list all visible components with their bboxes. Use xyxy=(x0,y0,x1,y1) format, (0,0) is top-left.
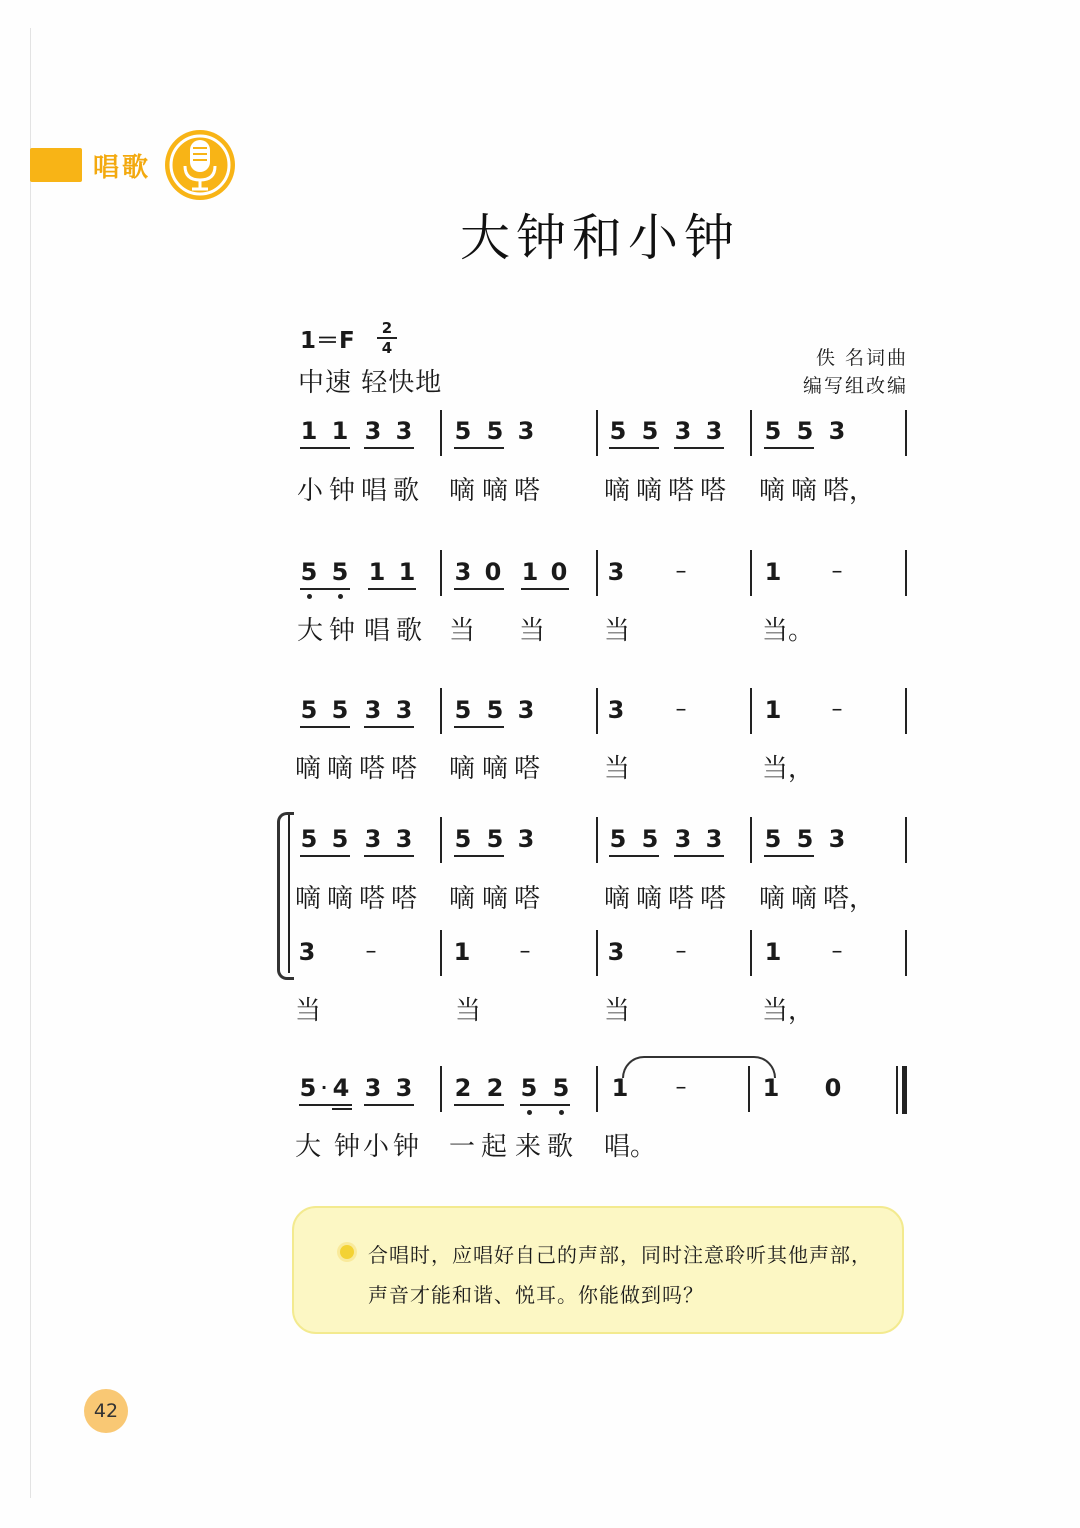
lyric-char: 嘀 xyxy=(482,884,509,914)
note: 1 xyxy=(368,558,386,586)
note: 3 xyxy=(364,417,382,445)
lyric-char: 歌 xyxy=(393,476,420,506)
lyric-char: 当， xyxy=(762,754,815,784)
note: 1 xyxy=(521,558,539,586)
tip-text-line-1: 合唱时，应唱好自己的声部，同时注意聆听其他声部， xyxy=(368,1243,872,1267)
note: 3 xyxy=(828,417,846,445)
eighth-beam xyxy=(764,447,814,449)
lyric-char: 嘀 xyxy=(636,884,663,914)
lyric-char: 嘀 xyxy=(449,884,476,914)
lyric-char: 嘀 xyxy=(327,884,354,914)
eighth-beam xyxy=(609,855,659,857)
note: 3 xyxy=(364,825,382,853)
note: 5 xyxy=(520,1074,538,1102)
bar-line xyxy=(440,1066,442,1112)
final-bar-line xyxy=(902,1066,907,1114)
lyric-char: 一 xyxy=(449,1132,476,1162)
note: 5 xyxy=(764,417,782,445)
tip-text-line-2: 声音才能和谐、悦耳。你能做到吗？ xyxy=(368,1283,704,1307)
note: 3 xyxy=(395,1074,413,1102)
bar-line xyxy=(905,817,907,863)
lyric-char: 嗒 xyxy=(391,884,418,914)
eighth-beam xyxy=(521,588,569,590)
lyric-char: 歌 xyxy=(547,1132,574,1162)
lyric-char: 小 xyxy=(297,476,324,506)
eighth-beam xyxy=(364,1104,414,1106)
eighth-beam xyxy=(300,588,350,590)
note: 3 xyxy=(517,696,535,724)
eighth-beam xyxy=(368,588,416,590)
lyric-char: 嗒 xyxy=(668,884,695,914)
eighth-beam xyxy=(674,855,724,857)
note: 5 xyxy=(486,696,504,724)
bar-line xyxy=(596,817,598,863)
note: 5 xyxy=(641,825,659,853)
extension-dash: – xyxy=(675,559,687,584)
note: 3 xyxy=(674,825,692,853)
system-line xyxy=(288,815,290,973)
eighth-beam xyxy=(364,855,414,857)
lyric-char: 歌 xyxy=(396,616,423,646)
tempo-marking: 中速 轻快地 xyxy=(298,368,443,398)
low-octave-dot xyxy=(307,594,312,599)
note: 1 xyxy=(762,1074,780,1102)
note: 5 xyxy=(331,696,349,724)
microphone-icon xyxy=(163,128,237,202)
bar-line xyxy=(750,550,752,596)
lyric-char: 嘀 xyxy=(449,754,476,784)
eighth-beam xyxy=(454,588,504,590)
extension-dash: – xyxy=(365,939,377,964)
note: 3 xyxy=(705,417,723,445)
note: 3 xyxy=(395,825,413,853)
eighth-beam xyxy=(454,855,504,857)
bar-line xyxy=(440,550,442,596)
lyric-char: 嘀 xyxy=(482,754,509,784)
note: 3 xyxy=(517,825,535,853)
note: 5 xyxy=(609,825,627,853)
note: 5 xyxy=(331,558,349,586)
bar-line xyxy=(596,688,598,734)
eighth-beam xyxy=(300,855,350,857)
note: 1 xyxy=(331,417,349,445)
note: 3 xyxy=(364,1074,382,1102)
lyric-char: 嘀 xyxy=(295,884,322,914)
eighth-beam xyxy=(454,447,504,449)
eighth-beam xyxy=(300,447,350,449)
lyric-char: 当 xyxy=(295,996,322,1026)
note: 3 xyxy=(395,696,413,724)
lyric-char: 当， xyxy=(762,996,815,1026)
lyric-char: 来 xyxy=(515,1132,542,1162)
lyric-char: 嘀 xyxy=(759,476,786,506)
low-octave-dot xyxy=(559,1110,564,1115)
note: 5 xyxy=(641,417,659,445)
note: 3 xyxy=(364,696,382,724)
note: 1 xyxy=(611,1074,629,1102)
note: 5 xyxy=(486,417,504,445)
eighth-beam xyxy=(609,447,659,449)
note: 5 xyxy=(796,417,814,445)
key-signature: 1＝F xyxy=(300,328,355,354)
lyric-char: 大 xyxy=(295,1132,322,1162)
bar-line xyxy=(905,550,907,596)
lyric-char: 小 xyxy=(363,1132,390,1162)
extension-dash: – xyxy=(675,1075,687,1100)
eighth-beam xyxy=(299,1104,352,1106)
note: 3 xyxy=(395,417,413,445)
lyric-char: 唱 xyxy=(361,476,388,506)
note: 1 xyxy=(764,558,782,586)
lyric-char: 钟 xyxy=(329,616,356,646)
lyric-char: 当 xyxy=(455,996,482,1026)
augmentation-dot: · xyxy=(320,1078,328,1097)
credit-arranger: 编写组改编 xyxy=(802,375,908,397)
note: 1 xyxy=(764,938,782,966)
note: 3 xyxy=(705,825,723,853)
note: 1 xyxy=(398,558,416,586)
bullet-icon xyxy=(340,1245,354,1259)
lyric-char: 嗒 xyxy=(700,476,727,506)
lyric-char: 嗒 xyxy=(514,884,541,914)
eighth-beam xyxy=(764,855,814,857)
low-octave-dot xyxy=(527,1110,532,1115)
lyric-char: 当 xyxy=(604,754,631,784)
sixteenth-beam xyxy=(332,1108,352,1110)
eighth-beam xyxy=(520,1104,570,1106)
bar-line xyxy=(750,410,752,456)
lyric-char: 起 xyxy=(481,1132,508,1162)
lyric-char: 钟 xyxy=(334,1132,361,1162)
lyric-char: 唱。 xyxy=(604,1132,657,1162)
extension-dash: – xyxy=(831,697,843,722)
bar-line xyxy=(596,410,598,456)
note: 5 xyxy=(300,696,318,724)
lyric-char: 嘀 xyxy=(791,884,818,914)
note: 5 xyxy=(454,825,472,853)
bar-line xyxy=(440,817,442,863)
note: 5 xyxy=(796,825,814,853)
song-title: 大钟和小钟 xyxy=(460,209,740,267)
lyric-char: 嘀 xyxy=(482,476,509,506)
note: 3 xyxy=(607,938,625,966)
section-tab-bar xyxy=(30,148,82,182)
note: 5 xyxy=(300,558,318,586)
note: 3 xyxy=(607,696,625,724)
note: 3 xyxy=(298,938,316,966)
lyric-char: 嗒， xyxy=(823,476,876,506)
bar-line xyxy=(905,688,907,734)
note: 0 xyxy=(550,558,568,586)
bar-line xyxy=(596,550,598,596)
lyric-char: 嗒 xyxy=(391,754,418,784)
note: 5 xyxy=(552,1074,570,1102)
section-label: 唱歌 xyxy=(93,153,152,183)
eighth-beam xyxy=(674,447,724,449)
bar-line xyxy=(750,930,752,976)
bar-line xyxy=(596,1066,598,1112)
eighth-beam xyxy=(300,726,350,728)
tip-box xyxy=(292,1206,904,1334)
bar-line xyxy=(596,930,598,976)
time-signature-top: 2 xyxy=(381,319,393,337)
note: 5 xyxy=(764,825,782,853)
tie-slur xyxy=(622,1056,776,1078)
lyric-char: 钟 xyxy=(329,476,356,506)
lyric-char: 嘀 xyxy=(636,476,663,506)
lyric-char: 当。 xyxy=(762,616,815,646)
note: 5 xyxy=(609,417,627,445)
lyric-char: 嘀 xyxy=(604,884,631,914)
bar-line xyxy=(440,930,442,976)
note: 5 xyxy=(299,1074,317,1102)
extension-dash: – xyxy=(831,559,843,584)
note: 5 xyxy=(454,696,472,724)
lyric-char: 当 xyxy=(604,996,631,1026)
lyric-char: 嘀 xyxy=(791,476,818,506)
lyric-char: 唱 xyxy=(364,616,391,646)
note: 5 xyxy=(486,825,504,853)
lyric-char: 嗒 xyxy=(359,884,386,914)
extension-dash: – xyxy=(831,939,843,964)
lyric-char: 嘀 xyxy=(449,476,476,506)
bar-line xyxy=(896,1066,898,1114)
lyric-char: 嘀 xyxy=(604,476,631,506)
eighth-beam xyxy=(364,726,414,728)
credit-composer: 佚 名词曲 xyxy=(815,347,908,369)
lyric-char: 嘀 xyxy=(295,754,322,784)
low-octave-dot xyxy=(338,594,343,599)
note: 3 xyxy=(517,417,535,445)
bar-line xyxy=(750,817,752,863)
note: 1 xyxy=(453,938,471,966)
extension-dash: – xyxy=(675,939,687,964)
lyric-char: 嗒 xyxy=(668,476,695,506)
bar-line xyxy=(905,410,907,456)
lyric-char: 当 xyxy=(519,616,546,646)
note: 5 xyxy=(331,825,349,853)
note: 5 xyxy=(454,417,472,445)
bar-line xyxy=(905,930,907,976)
note: 0 xyxy=(824,1074,842,1102)
note: 3 xyxy=(454,558,472,586)
note: 3 xyxy=(674,417,692,445)
note: 1 xyxy=(764,696,782,724)
bar-line xyxy=(440,688,442,734)
note: 4 xyxy=(332,1074,350,1102)
eighth-beam xyxy=(364,447,414,449)
page-number: 42 xyxy=(84,1389,128,1433)
note: 1 xyxy=(300,417,318,445)
time-signature xyxy=(377,320,397,356)
eighth-beam xyxy=(454,1104,504,1106)
lyric-char: 嗒 xyxy=(514,476,541,506)
extension-dash: – xyxy=(675,697,687,722)
lyric-char: 钟 xyxy=(393,1132,420,1162)
lyric-char: 嗒 xyxy=(514,754,541,784)
lyric-char: 嘀 xyxy=(759,884,786,914)
lyric-char: 大 xyxy=(297,616,324,646)
bar-line xyxy=(440,410,442,456)
lyric-char: 嘀 xyxy=(327,754,354,784)
part-brace xyxy=(277,812,294,980)
note: 5 xyxy=(300,825,318,853)
lyric-char: 当 xyxy=(604,616,631,646)
lyric-char: 嗒 xyxy=(700,884,727,914)
note: 0 xyxy=(484,558,502,586)
note: 3 xyxy=(828,825,846,853)
bar-line xyxy=(750,688,752,734)
eighth-beam xyxy=(454,726,504,728)
time-signature-bottom: 4 xyxy=(381,339,393,357)
extension-dash: – xyxy=(519,939,531,964)
lyric-char: 嗒 xyxy=(359,754,386,784)
lyric-char: 嗒， xyxy=(823,884,876,914)
note: 2 xyxy=(454,1074,472,1102)
note: 2 xyxy=(486,1074,504,1102)
lyric-char: 当 xyxy=(449,616,476,646)
note: 3 xyxy=(607,558,625,586)
